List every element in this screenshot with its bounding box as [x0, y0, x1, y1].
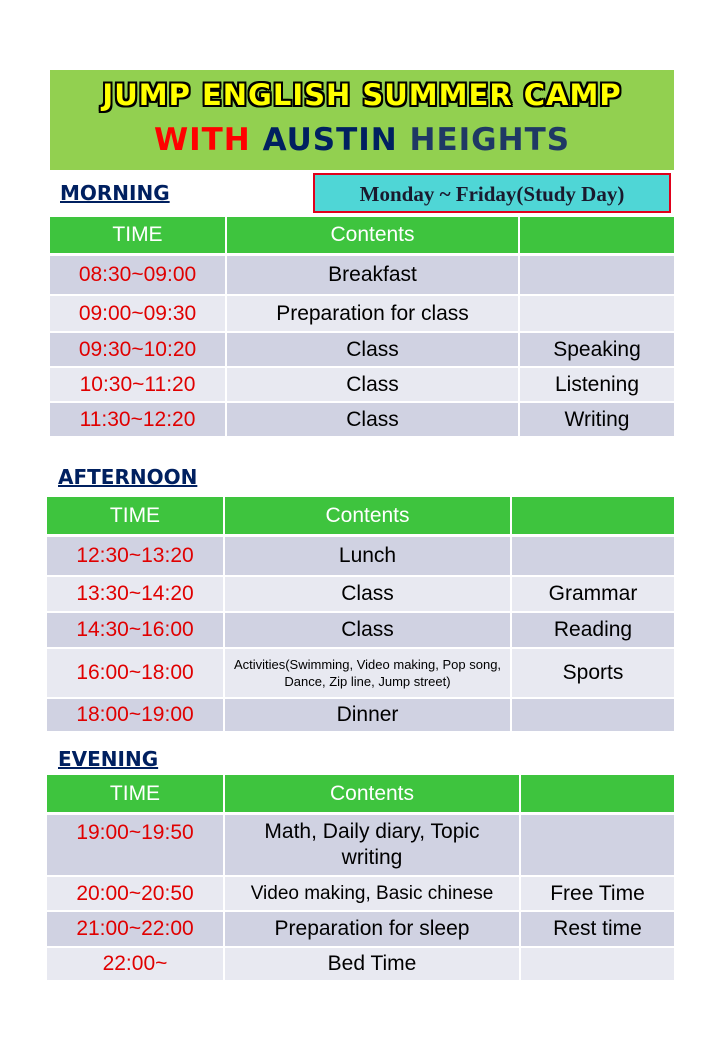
evening-schedule-table: [47, 775, 674, 982]
row-content: Activities(Swimming, Video making, Pop song, Dance, Zip line, Jump street): [225, 649, 512, 699]
row-content: Dinner: [225, 699, 512, 733]
row-time: 22:00~: [47, 948, 225, 982]
row-note: Listening: [520, 368, 674, 403]
row-note: [512, 537, 674, 577]
row-note: Grammar: [512, 577, 674, 613]
row-time: 10:30~11:20: [50, 368, 227, 403]
row-note: Free Time: [521, 877, 674, 912]
table-row: [50, 368, 674, 403]
section-title-morning: MORNING: [60, 181, 170, 205]
afternoon-schedule-table: [47, 497, 674, 733]
table-row: [50, 333, 674, 368]
table-header-row: [47, 497, 674, 537]
header-contents: Contents: [227, 217, 520, 256]
table-row: [47, 877, 674, 912]
table-row: [47, 537, 674, 577]
table-header-row: [50, 217, 674, 256]
table-header-row: [47, 775, 674, 815]
row-time: 18:00~19:00: [47, 699, 225, 733]
header-time: TIME: [47, 497, 225, 537]
row-time: 20:00~20:50: [47, 877, 225, 912]
header-time: TIME: [50, 217, 227, 256]
study-day-badge: Monday ~ Friday(Study Day): [313, 173, 671, 213]
row-time: 21:00~22:00: [47, 912, 225, 948]
table-row: [47, 912, 674, 948]
row-content: Class: [227, 368, 520, 403]
table-row: [47, 948, 674, 982]
row-time: 09:00~09:30: [50, 296, 227, 333]
row-time: 09:30~10:20: [50, 333, 227, 368]
row-note: Sports: [512, 649, 674, 699]
table-row: [50, 296, 674, 333]
row-time: 16:00~18:00: [47, 649, 225, 699]
row-content: Video making, Basic chinese: [225, 877, 521, 912]
table-row: [47, 699, 674, 733]
header-contents: Contents: [225, 497, 512, 537]
row-content: Preparation for class: [227, 296, 520, 333]
title-with: WITH: [153, 122, 251, 158]
row-content: Class: [225, 577, 512, 613]
row-content: Math, Daily diary, Topic writing: [225, 815, 521, 877]
title-line-1: JUMP ENGLISH SUMMER CAMP: [102, 78, 622, 112]
table-row: [50, 403, 674, 438]
morning-schedule-table: [50, 217, 674, 438]
row-note: Reading: [512, 613, 674, 649]
row-time: 11:30~12:20: [50, 403, 227, 438]
row-note: Rest time: [521, 912, 674, 948]
table-row: [47, 649, 674, 699]
title-heights: HEIGHTS: [409, 122, 571, 158]
row-time: 14:30~16:00: [47, 613, 225, 649]
header-note: [520, 217, 674, 256]
header-note: [512, 497, 674, 537]
row-note: Speaking: [520, 333, 674, 368]
row-note: [521, 948, 674, 982]
title-line-2: [50, 122, 674, 158]
row-content: Preparation for sleep: [225, 912, 521, 948]
row-note: [520, 296, 674, 333]
row-content: Class: [225, 613, 512, 649]
row-note: [521, 815, 674, 877]
row-content: Lunch: [225, 537, 512, 577]
row-content: Bed Time: [225, 948, 521, 982]
title-austin: AUSTIN: [262, 122, 398, 158]
row-content: Breakfast: [227, 256, 520, 296]
header-contents: Contents: [225, 775, 521, 815]
table-row: [50, 256, 674, 296]
header-time: TIME: [47, 775, 225, 815]
row-note: Writing: [520, 403, 674, 438]
row-note: [512, 699, 674, 733]
row-time: 13:30~14:20: [47, 577, 225, 613]
section-title-evening: EVENING: [58, 747, 159, 771]
section-title-afternoon: AFTERNOON: [58, 465, 198, 489]
table-row: [47, 613, 674, 649]
row-time: 19:00~19:50: [47, 815, 225, 877]
row-time: 08:30~09:00: [50, 256, 227, 296]
header-note: [521, 775, 674, 815]
row-content: Class: [227, 403, 520, 438]
table-row: [47, 577, 674, 613]
table-row: [47, 815, 674, 877]
row-time: 12:30~13:20: [47, 537, 225, 577]
row-content: Class: [227, 333, 520, 368]
row-note: [520, 256, 674, 296]
title-banner: [50, 70, 674, 170]
